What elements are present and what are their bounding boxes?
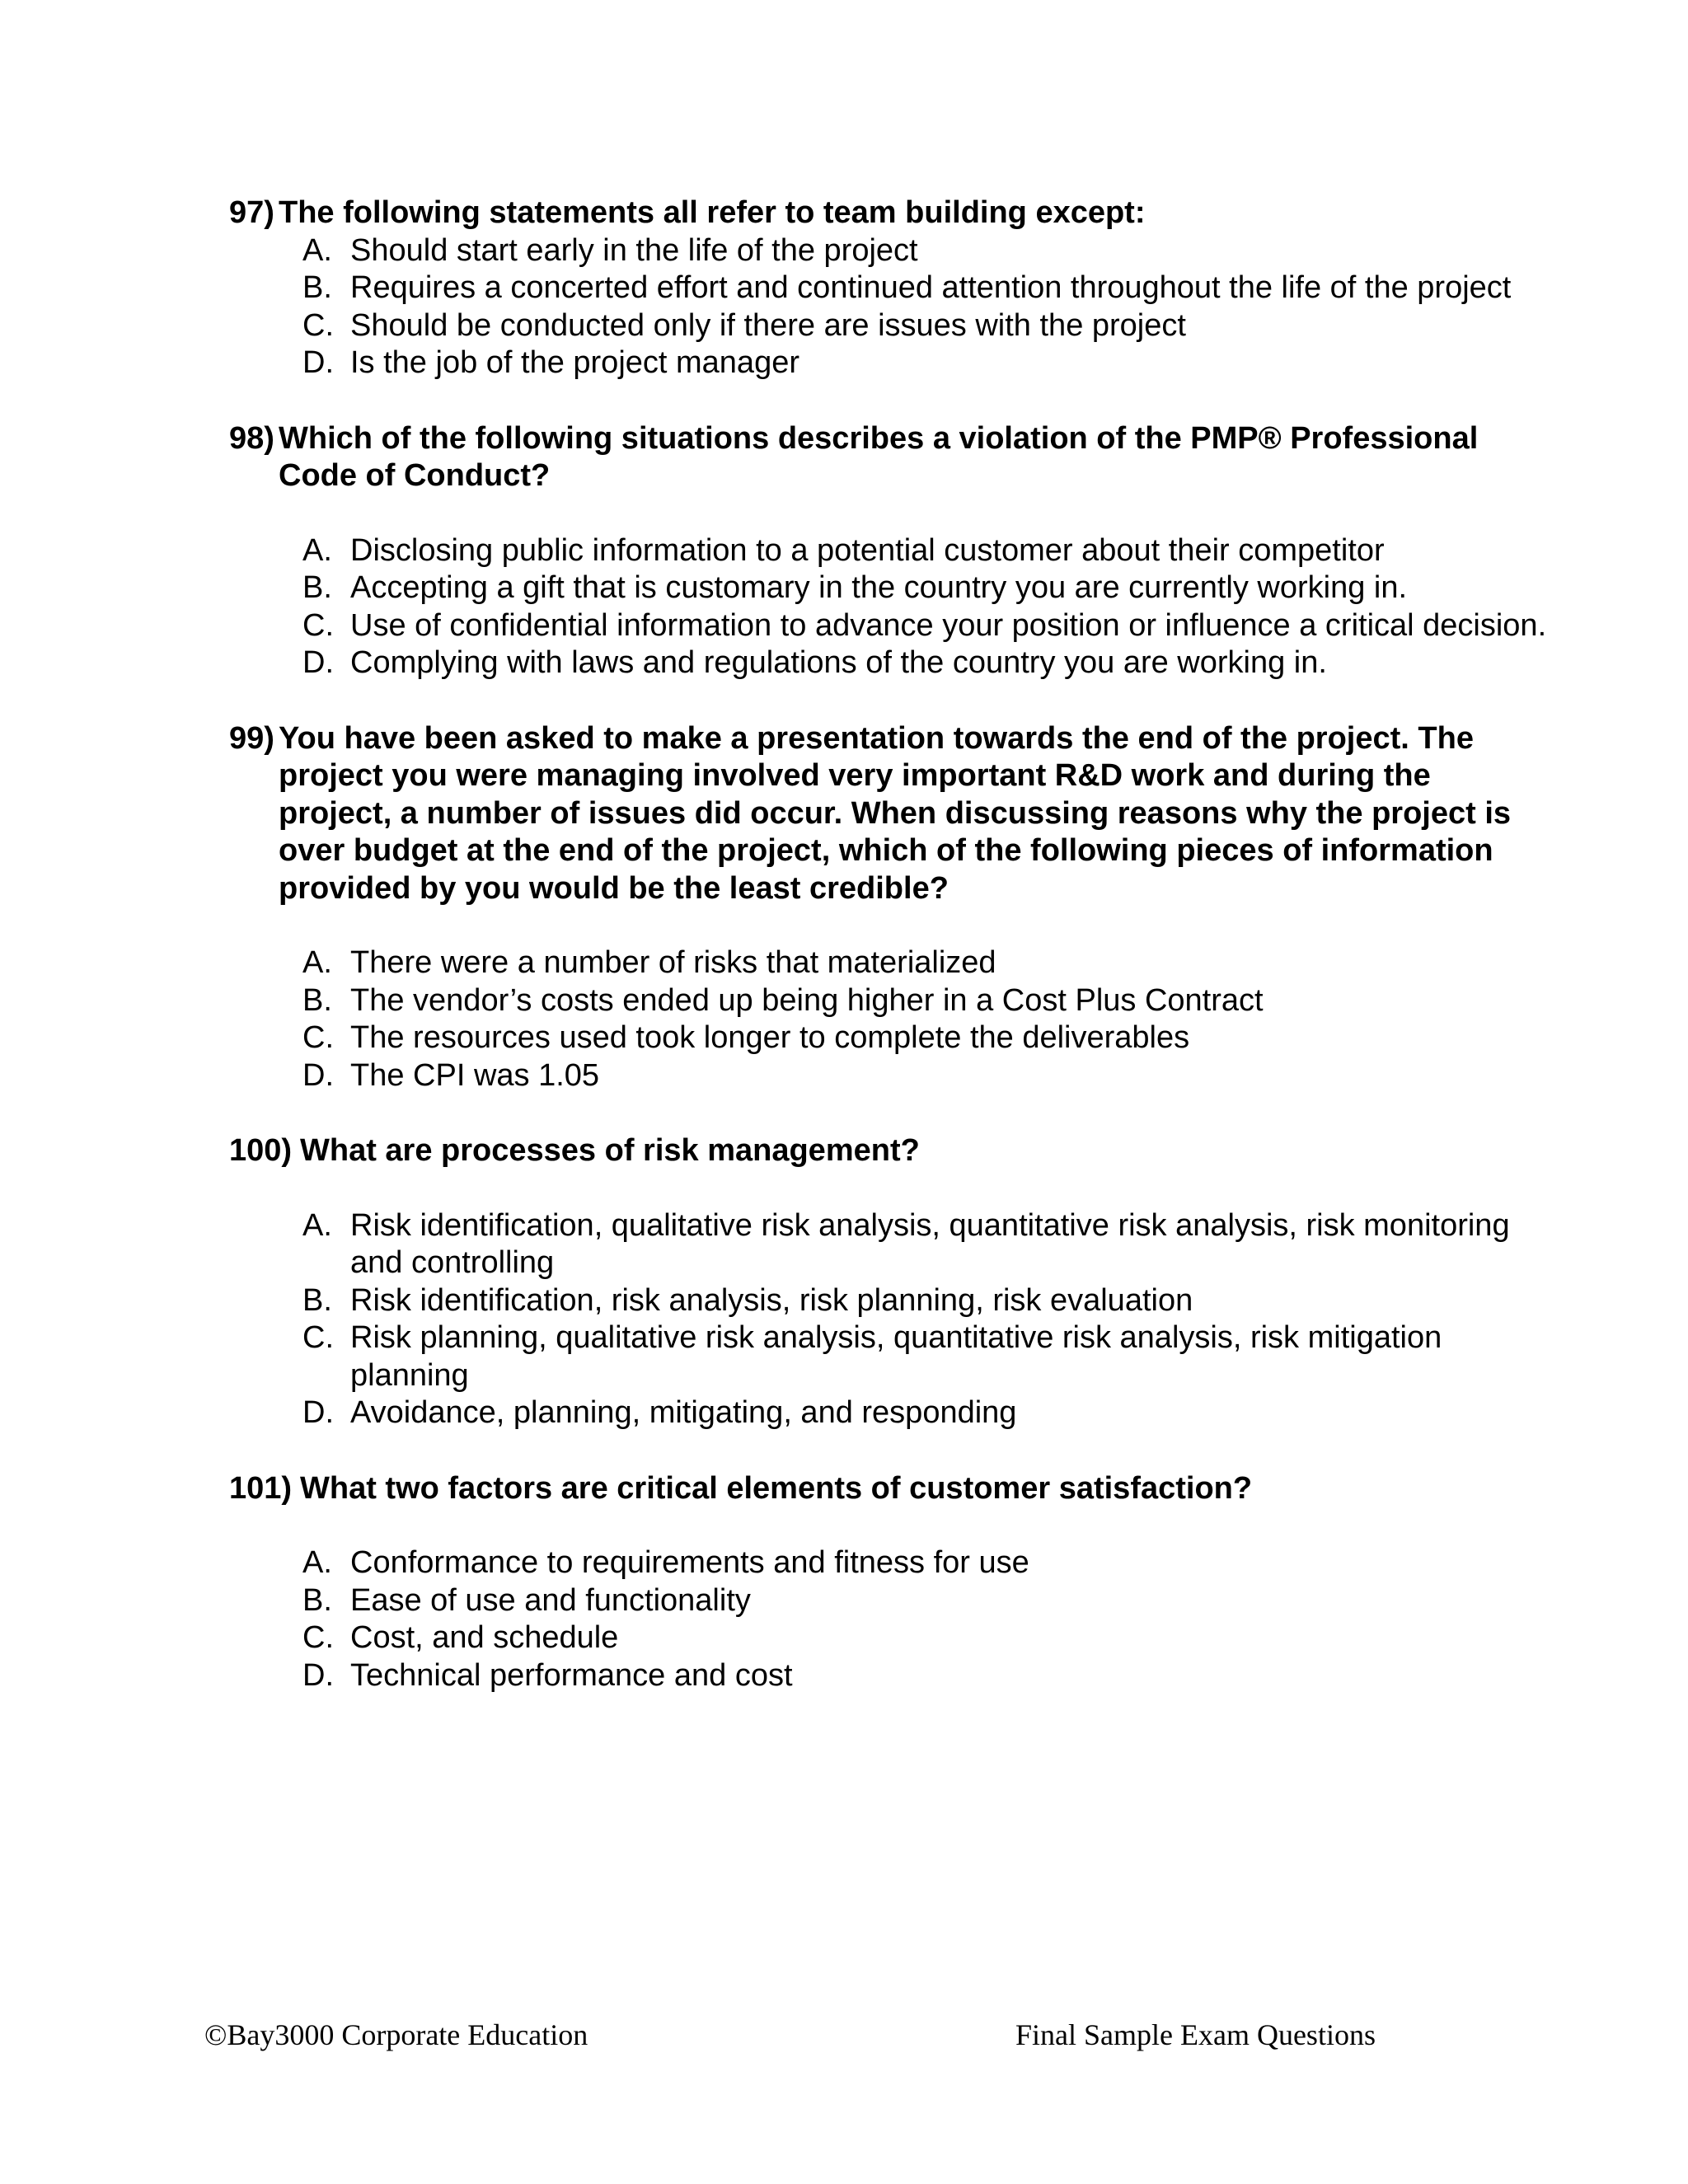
option-letter: B. (302, 1282, 332, 1318)
question-stem (229, 420, 1548, 495)
answer-option (229, 232, 1548, 270)
option-letter: B. (302, 982, 332, 1018)
option-text: Use of confidential information to advance your position or influence a critical decision. (350, 607, 1547, 643)
answer-option (229, 1394, 1548, 1432)
answer-option (229, 1019, 1548, 1057)
answer-option (229, 1207, 1548, 1282)
option-text: There were a number of risks that materialized (350, 945, 996, 980)
option-text: Disclosing public information to a potential customer about their competitor (350, 532, 1385, 568)
option-letter: B. (302, 1582, 332, 1618)
option-text: Risk identification, risk analysis, risk planning, risk evaluation (350, 1282, 1193, 1318)
option-letter: B. (302, 570, 332, 605)
option-letter: D. (302, 1657, 334, 1693)
option-text: The CPI was 1.05 (350, 1057, 600, 1093)
option-letter: A. (302, 1545, 332, 1580)
question-stem (229, 1470, 1548, 1508)
option-text: Conformance to requirements and fitness for use (350, 1545, 1029, 1580)
option-letter: D. (302, 645, 334, 680)
option-text: Requires a concerted effort and continued attention throughout the life of the project (350, 270, 1512, 305)
question-number: 97) (229, 195, 274, 230)
option-letter: C. (302, 1320, 334, 1355)
question-97 (229, 194, 1548, 382)
option-letter: C. (302, 307, 334, 343)
question-number: 101) (229, 1470, 293, 1506)
question-101 (229, 1470, 1548, 1695)
answer-option (229, 644, 1548, 682)
answer-option (229, 1619, 1548, 1657)
question-stem (229, 1132, 1548, 1170)
option-letter: D. (302, 345, 334, 380)
option-letter: C. (302, 1020, 334, 1055)
question-98 (229, 420, 1548, 682)
question-100 (229, 1132, 1548, 1432)
question-text: You have been asked to make a presentation towards the end of the project. The project you were managing involved very important R&D work and during the project, a number of issues did occur. When discussing reasons why the project is over budget at the end of the project, which of the following pieces of information provided by you would be the least credible? (279, 720, 1512, 906)
option-text: Complying with laws and regulations of the country you are working in. (350, 645, 1327, 680)
option-letter: D. (302, 1057, 334, 1093)
option-text: Cost, and schedule (350, 1620, 619, 1655)
answer-option (229, 344, 1548, 382)
option-letter: C. (302, 607, 334, 643)
answer-options (229, 232, 1548, 382)
option-letter: B. (302, 270, 332, 305)
question-text: Which of the following situations describes a violation of the PMP® Professional Code of Conduct? (279, 420, 1479, 493)
question-number: 99) (229, 720, 274, 756)
answer-options (229, 1207, 1548, 1432)
answer-option (229, 1544, 1548, 1582)
option-letter: C. (302, 1620, 334, 1655)
option-text: Is the job of the project manager (350, 345, 799, 380)
answer-option (229, 1657, 1548, 1695)
option-text: Ease of use and functionality (350, 1582, 751, 1618)
option-text: Should start early in the life of the project (350, 232, 918, 268)
question-text: The following statements all refer to team building except: (279, 195, 1146, 230)
question-list (229, 194, 1548, 1732)
footer-copyright: ©Bay3000 Corporate Education (204, 2018, 588, 2051)
option-letter: D. (302, 1395, 334, 1430)
answer-option (229, 1057, 1548, 1095)
answer-option (229, 569, 1548, 607)
question-number: 98) (229, 420, 274, 456)
answer-option (229, 532, 1548, 570)
option-text: Technical performance and cost (350, 1657, 793, 1693)
option-text: Risk identification, qualitative risk analysis, quantitative risk analysis, risk monitoring and controlling (350, 1207, 1510, 1280)
question-number: 100) (229, 1133, 293, 1168)
option-text: Risk planning, qualitative risk analysis, quantitative risk analysis, risk mitigation planning (350, 1320, 1442, 1393)
question-stem (229, 194, 1548, 232)
answer-option (229, 1282, 1548, 1320)
option-text: Avoidance, planning, mitigating, and responding (350, 1395, 1017, 1430)
question-text: What are processes of risk management? (300, 1133, 920, 1168)
answer-option (229, 982, 1548, 1020)
option-letter: A. (302, 1207, 332, 1243)
answer-option (229, 1582, 1548, 1620)
answer-options (229, 1544, 1548, 1694)
option-text: The vendor’s costs ended up being higher in a Cost Plus Contract (350, 982, 1264, 1018)
option-text: Accepting a gift that is customary in the country you are currently working in. (350, 570, 1408, 605)
question-99 (229, 720, 1548, 1095)
option-text: Should be conducted only if there are issues with the project (350, 307, 1186, 343)
footer-title: Final Sample Exam Questions (1015, 2018, 1376, 2051)
answer-option (229, 944, 1548, 982)
question-stem (229, 720, 1548, 908)
answer-option (229, 307, 1548, 345)
answer-option (229, 1319, 1548, 1394)
question-text: What two factors are critical elements of customer satisfaction? (300, 1470, 1253, 1506)
answer-option (229, 269, 1548, 307)
answer-option (229, 607, 1548, 645)
answer-options (229, 944, 1548, 1094)
option-letter: A. (302, 232, 332, 268)
option-letter: A. (302, 945, 332, 980)
answer-options (229, 532, 1548, 682)
option-letter: A. (302, 532, 332, 568)
option-text: The resources used took longer to complete the deliverables (350, 1020, 1190, 1055)
